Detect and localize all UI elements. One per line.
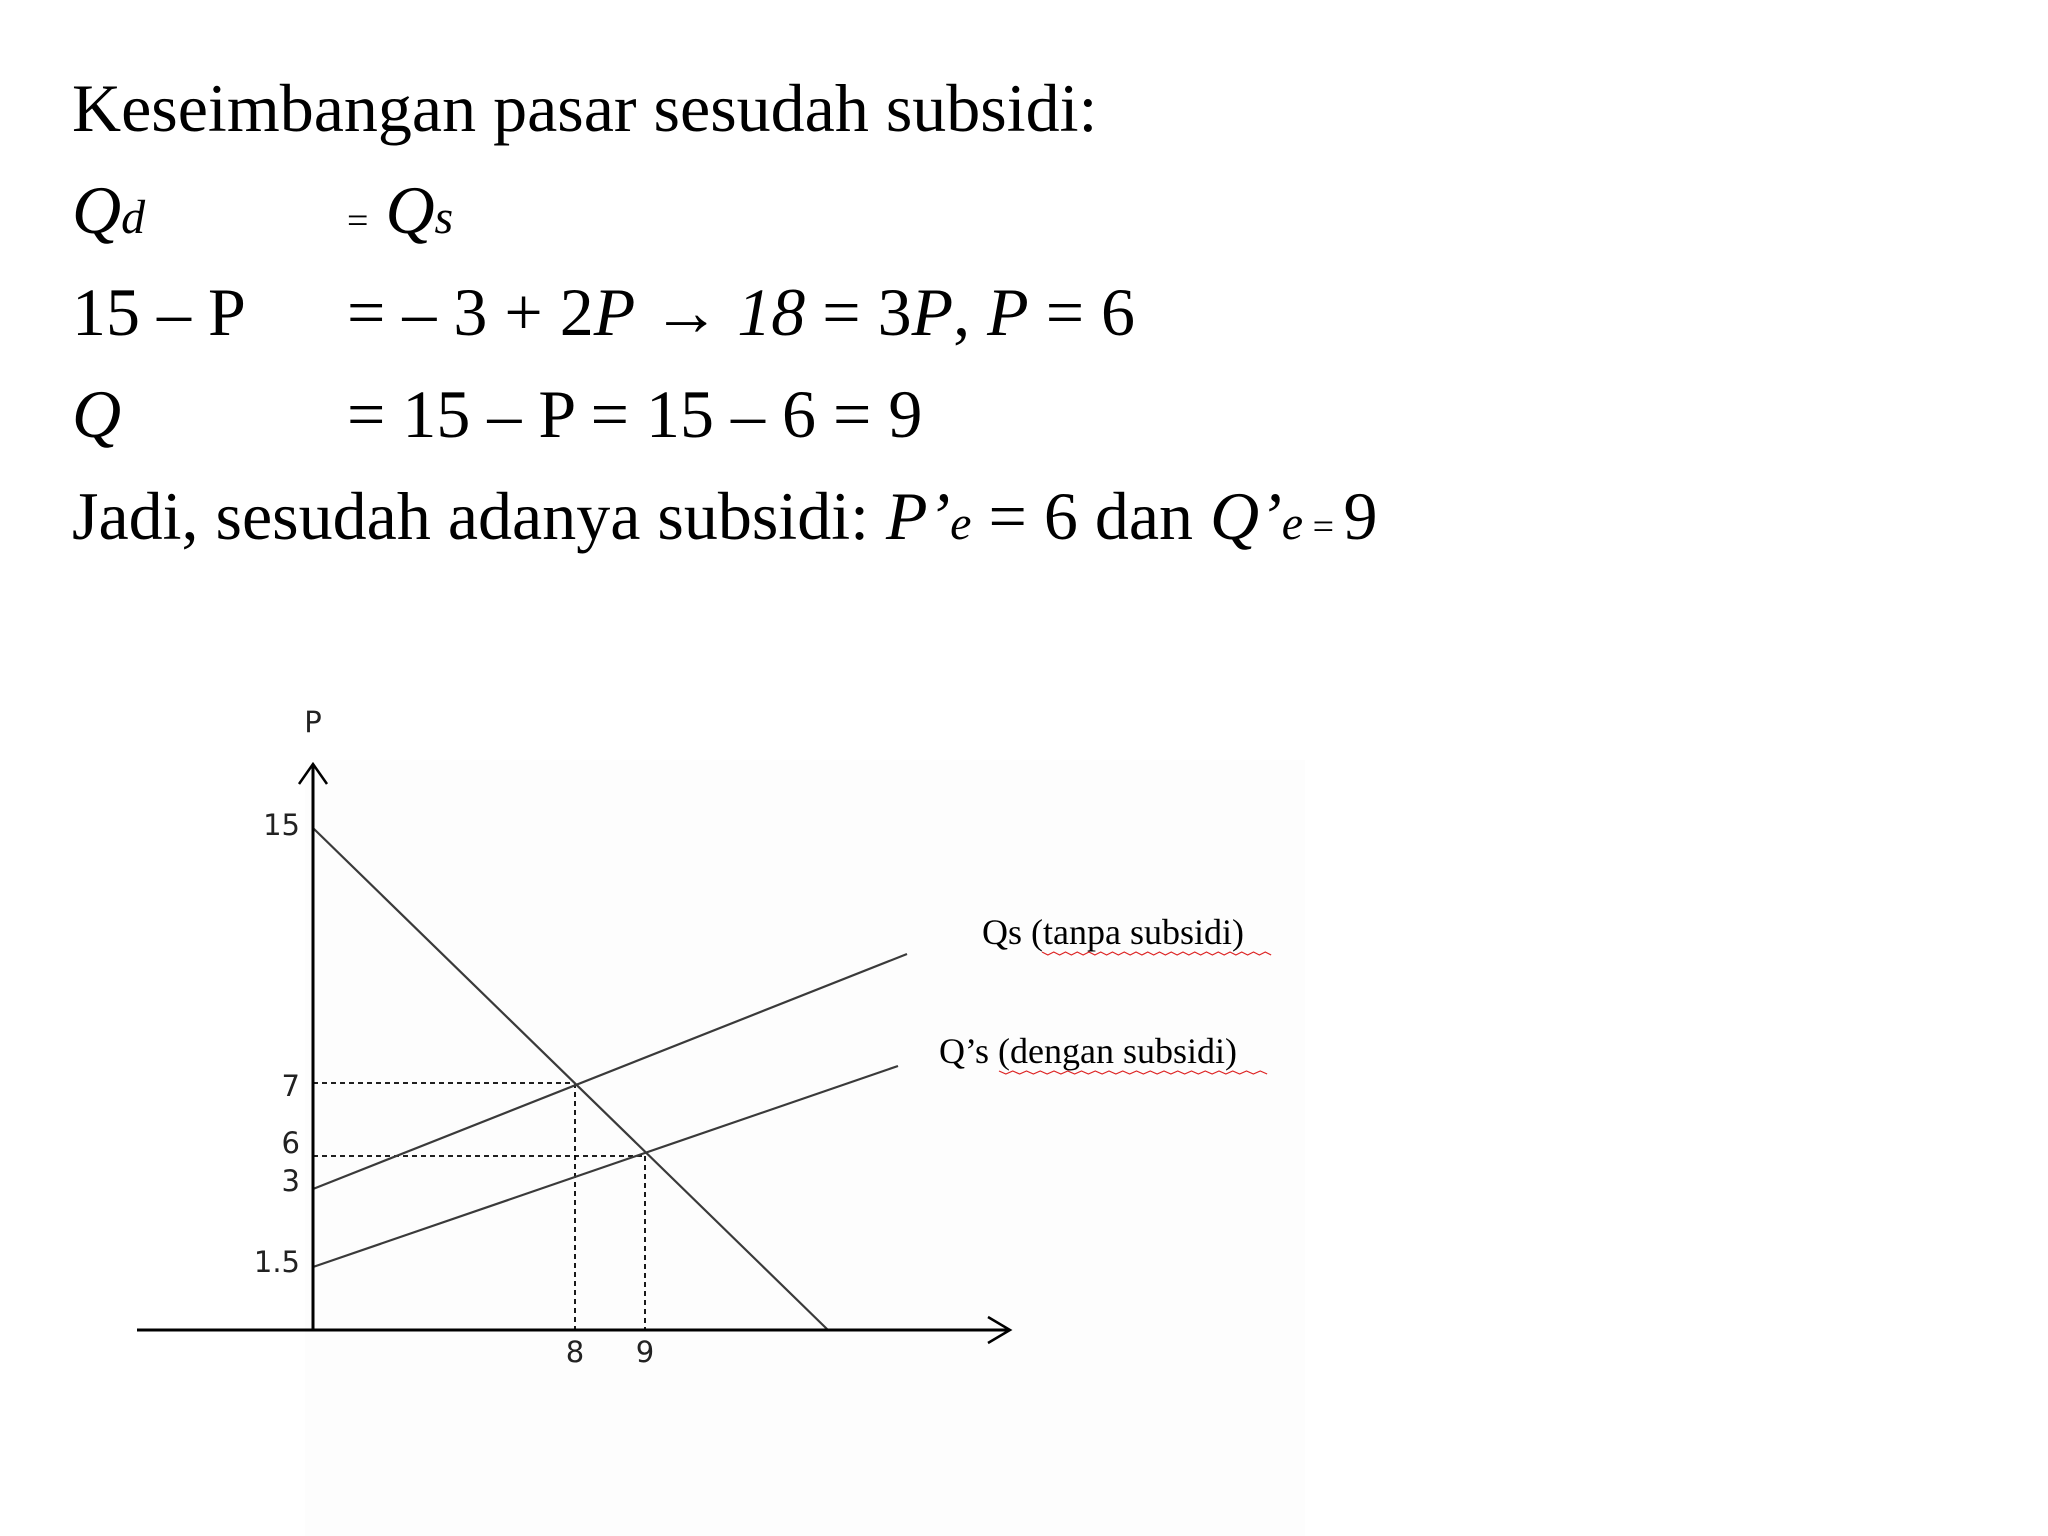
x-tick-label-8: 8 — [565, 1335, 585, 1369]
conclusion-a: Jadi, sesudah adanya subsidi: — [72, 478, 886, 554]
conclusion-eq: = — [1303, 506, 1344, 548]
quantity-right: = 15 – P = 15 – 6 = 9 — [347, 376, 923, 452]
title-text: Keseimbangan pasar sesudah subsidi: — [72, 70, 1098, 146]
eq-part-a: = – 3 + 2 — [347, 274, 594, 350]
eq-part-d: = 3 — [805, 274, 912, 350]
legend-qs-dengan-subsidi: Q’s (dengan subsidi) — [939, 1031, 1237, 1071]
eq-part-e: P — [911, 274, 954, 350]
eq-part-c: 18 — [737, 274, 806, 350]
quantity-left: Q — [72, 376, 122, 452]
arrow-icon: → — [652, 274, 721, 350]
eq-part-f: , — [953, 274, 988, 350]
curves — [313, 828, 907, 1330]
qd-main: Q — [72, 172, 122, 248]
labels — [254, 705, 1271, 1369]
demand-curve — [313, 828, 828, 1330]
conclusion-p: P’ — [885, 478, 951, 554]
qs-sub: s — [434, 191, 454, 244]
y-tick-label-1-5: 1.5 — [253, 1245, 300, 1279]
conclusion-q: Q’ — [1210, 478, 1282, 554]
legend-qs-tanpa-subsidi: Qs (tanpa subsidi) — [982, 912, 1244, 952]
supply_subsidy-curve — [313, 1066, 898, 1267]
conclusion-p-sub: e — [950, 497, 972, 550]
conclusion-d: = 6 dan — [971, 478, 1211, 554]
eq-part-b: P — [593, 274, 636, 350]
y-tick-label-7: 7 — [281, 1069, 300, 1103]
y-axis-label: P — [304, 705, 322, 739]
eq-part-h: = 6 — [1028, 274, 1136, 350]
qs-main: Q — [385, 172, 435, 248]
dashed-guides — [313, 1083, 645, 1330]
equals-small: = — [347, 200, 369, 242]
x-tick-label-9: 9 — [635, 1335, 655, 1369]
legend-qs-dengan-subsidi-underline — [999, 1071, 1267, 1074]
y-tick-label-6: 6 — [281, 1126, 300, 1160]
y-tick-label-15: 15 — [263, 808, 300, 842]
conclusion-q-sub: e — [1281, 497, 1304, 550]
eq-part-g: P — [987, 274, 1029, 350]
legend-qs-tanpa-subsidi-underline — [1042, 952, 1271, 955]
y-tick-label-3: 3 — [281, 1164, 300, 1198]
qd-sub: d — [121, 191, 146, 244]
supply-curve — [313, 954, 907, 1189]
conclusion-val: 9 — [1343, 478, 1378, 554]
equation-left: 15 – P — [72, 274, 246, 350]
